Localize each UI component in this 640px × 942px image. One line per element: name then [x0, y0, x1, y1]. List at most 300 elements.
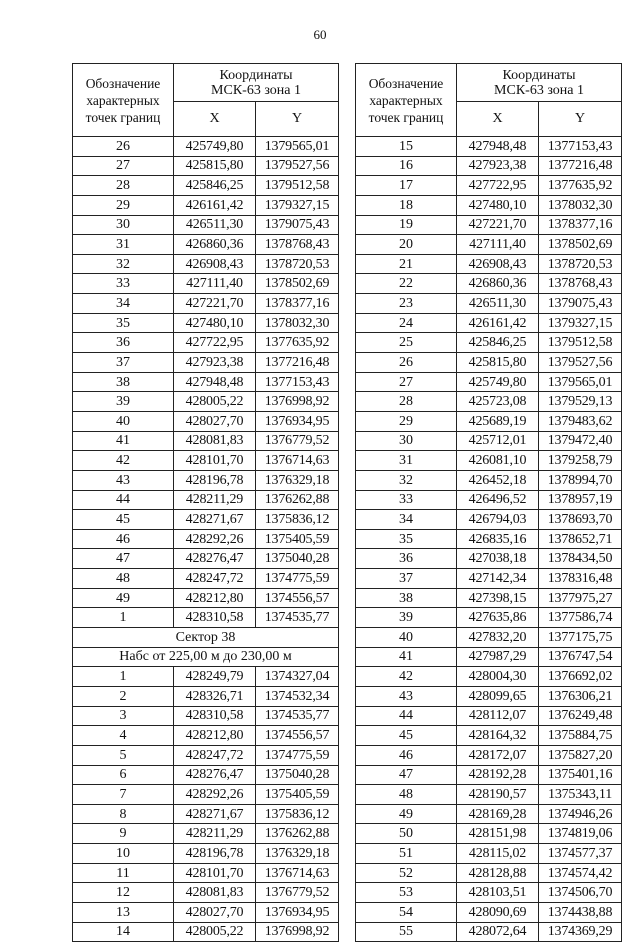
page-number: 60: [313, 27, 327, 42]
table-row: [73, 156, 339, 176]
table-row: [73, 686, 339, 706]
x-coord-cell: 428101,70: [174, 451, 256, 471]
x-coord-cell: 428292,26: [174, 529, 256, 549]
table-row: [73, 863, 339, 883]
header-y: Y: [539, 102, 622, 137]
point-id-cell: 40: [73, 411, 174, 431]
point-id-cell: 37: [356, 569, 457, 589]
point-id-cell: 44: [73, 490, 174, 510]
x-coord-cell: 428103,51: [457, 883, 539, 903]
point-id-cell: 17: [356, 176, 457, 196]
y-coord-cell: 1375401,16: [539, 765, 622, 785]
y-coord-cell: 1374819,06: [539, 824, 622, 844]
x-coord-cell: 427111,40: [457, 235, 539, 255]
point-id-cell: 2: [73, 686, 174, 706]
y-coord-cell: 1376779,52: [256, 883, 339, 903]
x-coord-cell: 428115,02: [457, 844, 539, 864]
table-row: [73, 274, 339, 294]
y-coord-cell: 1374506,70: [539, 883, 622, 903]
x-coord-cell: 428027,70: [174, 902, 256, 922]
point-id-cell: 40: [356, 628, 457, 648]
point-id-cell: 15: [356, 137, 457, 157]
x-coord-cell: 427398,15: [457, 588, 539, 608]
point-id-cell: 52: [356, 863, 457, 883]
point-id-cell: 27: [356, 372, 457, 392]
y-coord-cell: 1375836,12: [256, 804, 339, 824]
y-coord-cell: 1379258,79: [539, 451, 622, 471]
point-id-cell: 34: [73, 294, 174, 314]
table-row: [73, 490, 339, 510]
y-coord-cell: 1378994,70: [539, 470, 622, 490]
y-coord-cell: 1379075,43: [539, 294, 622, 314]
y-coord-cell: 1379075,43: [256, 215, 339, 235]
point-id-cell: 45: [73, 510, 174, 530]
table-row: [73, 254, 339, 274]
point-id-cell: 29: [356, 411, 457, 431]
x-coord-cell: 428112,07: [457, 706, 539, 726]
y-coord-cell: 1379527,56: [256, 156, 339, 176]
point-id-cell: 49: [356, 804, 457, 824]
x-coord-cell: 428081,83: [174, 431, 256, 451]
table-row: [73, 588, 339, 608]
table-row: [356, 274, 622, 294]
table-row: [73, 804, 339, 824]
y-coord-cell: 1374327,04: [256, 667, 339, 687]
x-coord-cell: 426161,42: [174, 195, 256, 215]
header-coords-line2: МСК-63 зона 1: [211, 82, 301, 98]
point-id-cell: 14: [73, 922, 174, 942]
point-id-cell: 3: [73, 706, 174, 726]
x-coord-cell: 426908,43: [457, 254, 539, 274]
table-row: [356, 470, 622, 490]
x-coord-cell: 428271,67: [174, 804, 256, 824]
table-row: [356, 686, 622, 706]
x-coord-cell: 427948,48: [457, 137, 539, 157]
header-x: X: [174, 102, 256, 137]
table-row: [356, 411, 622, 431]
y-coord-cell: 1376329,18: [256, 844, 339, 864]
point-id-cell: 26: [356, 353, 457, 373]
x-coord-cell: 428276,47: [174, 765, 256, 785]
x-coord-cell: 425846,25: [174, 176, 256, 196]
y-coord-cell: 1376934,95: [256, 411, 339, 431]
x-coord-cell: 427142,34: [457, 569, 539, 589]
point-id-cell: 31: [356, 451, 457, 471]
y-coord-cell: 1378768,43: [539, 274, 622, 294]
point-id-cell: 28: [73, 176, 174, 196]
y-coord-cell: 1378768,43: [256, 235, 339, 255]
x-coord-cell: 428276,47: [174, 549, 256, 569]
point-id-cell: 33: [356, 490, 457, 510]
point-id-cell: 42: [356, 667, 457, 687]
point-id-cell: 48: [356, 785, 457, 805]
x-coord-cell: 427987,29: [457, 647, 539, 667]
y-coord-cell: 1375040,28: [256, 765, 339, 785]
y-coord-cell: 1374438,88: [539, 902, 622, 922]
x-coord-cell: 427722,95: [457, 176, 539, 196]
point-id-cell: 20: [356, 235, 457, 255]
table-row: [356, 569, 622, 589]
y-coord-cell: 1376934,95: [256, 902, 339, 922]
x-coord-cell: 426860,36: [174, 235, 256, 255]
y-coord-cell: 1376779,52: [256, 431, 339, 451]
x-coord-cell: 428211,29: [174, 824, 256, 844]
section-label: Сектор 38: [73, 628, 339, 648]
table-row: [73, 353, 339, 373]
point-id-cell: 22: [356, 274, 457, 294]
point-id-cell: 28: [356, 392, 457, 412]
point-id-cell: 37: [73, 353, 174, 373]
point-id-cell: 32: [73, 254, 174, 274]
y-coord-cell: 1379327,15: [256, 195, 339, 215]
table-row: [356, 510, 622, 530]
header-coords-line2: МСК-63 зона 1: [494, 82, 584, 98]
y-coord-cell: 1379512,58: [256, 176, 339, 196]
point-id-cell: 43: [73, 470, 174, 490]
point-id-cell: 10: [73, 844, 174, 864]
table-row: [73, 372, 339, 392]
table-row: [73, 510, 339, 530]
x-coord-cell: 426161,42: [457, 313, 539, 333]
point-id-cell: 34: [356, 510, 457, 530]
point-id-cell: 24: [356, 313, 457, 333]
table-row: [73, 745, 339, 765]
point-id-cell: 39: [356, 608, 457, 628]
header-point-label: [73, 64, 174, 137]
x-coord-cell: 428169,28: [457, 804, 539, 824]
x-coord-cell: 426081,10: [457, 451, 539, 471]
y-coord-cell: 1375343,11: [539, 785, 622, 805]
x-coord-cell: 427923,38: [174, 353, 256, 373]
point-id-cell: 1: [73, 667, 174, 687]
point-id-cell: 38: [356, 588, 457, 608]
table-section-row: [73, 647, 339, 667]
header-coords-line1: Координаты: [502, 67, 576, 83]
table-row: [356, 706, 622, 726]
y-coord-cell: 1375884,75: [539, 726, 622, 746]
table-row: [73, 706, 339, 726]
x-coord-cell: 425712,01: [457, 431, 539, 451]
table-row: [356, 785, 622, 805]
y-coord-cell: 1378957,19: [539, 490, 622, 510]
x-coord-cell: 426794,03: [457, 510, 539, 530]
y-coord-cell: 1376714,63: [256, 863, 339, 883]
y-coord-cell: 1376249,48: [539, 706, 622, 726]
table-row: [73, 392, 339, 412]
table-row: [73, 176, 339, 196]
table-row: [73, 608, 339, 628]
y-coord-cell: 1374775,59: [256, 745, 339, 765]
table-row: [356, 156, 622, 176]
y-coord-cell: 1379527,56: [539, 353, 622, 373]
point-id-cell: 29: [73, 195, 174, 215]
table-body-right: [356, 137, 622, 942]
table-row: [356, 726, 622, 746]
point-id-cell: 33: [73, 274, 174, 294]
y-coord-cell: 1376747,54: [539, 647, 622, 667]
table-row: [356, 431, 622, 451]
y-coord-cell: 1374556,57: [256, 726, 339, 746]
x-coord-cell: 428151,98: [457, 824, 539, 844]
y-coord-cell: 1378720,53: [256, 254, 339, 274]
table-row: [73, 195, 339, 215]
y-coord-cell: 1374775,59: [256, 569, 339, 589]
table-row: [73, 431, 339, 451]
table-row: [356, 392, 622, 412]
point-id-cell: 25: [356, 333, 457, 353]
table-row: [73, 529, 339, 549]
y-coord-cell: 1376692,02: [539, 667, 622, 687]
y-coord-cell: 1375040,28: [256, 549, 339, 569]
y-coord-cell: 1377153,43: [256, 372, 339, 392]
table-row: [356, 294, 622, 314]
x-coord-cell: 426860,36: [457, 274, 539, 294]
y-coord-cell: 1376306,21: [539, 686, 622, 706]
x-coord-cell: 426908,43: [174, 254, 256, 274]
header-point-label: [356, 64, 457, 137]
y-coord-cell: 1378720,53: [539, 254, 622, 274]
table-body-left: [73, 137, 339, 942]
point-id-cell: 5: [73, 745, 174, 765]
table-row: [356, 883, 622, 903]
table-row: [73, 922, 339, 942]
point-id-cell: 26: [73, 137, 174, 157]
x-coord-cell: 427480,10: [174, 313, 256, 333]
point-id-cell: 1: [73, 608, 174, 628]
x-coord-cell: 426835,16: [457, 529, 539, 549]
y-coord-cell: 1379512,58: [539, 333, 622, 353]
point-id-cell: 11: [73, 863, 174, 883]
x-coord-cell: 428172,07: [457, 745, 539, 765]
x-coord-cell: 428326,71: [174, 686, 256, 706]
x-coord-cell: 428192,28: [457, 765, 539, 785]
header-coords-line1: Координаты: [219, 67, 293, 83]
point-id-cell: 8: [73, 804, 174, 824]
x-coord-cell: 428196,78: [174, 470, 256, 490]
x-coord-cell: 425846,25: [457, 333, 539, 353]
table-row: [356, 667, 622, 687]
y-coord-cell: 1378032,30: [539, 195, 622, 215]
point-id-cell: 7: [73, 785, 174, 805]
point-id-cell: 39: [73, 392, 174, 412]
x-coord-cell: 425815,80: [457, 353, 539, 373]
y-coord-cell: 1374574,42: [539, 863, 622, 883]
table-row: [356, 195, 622, 215]
header-y: Y: [256, 102, 339, 137]
table-row: [356, 176, 622, 196]
point-id-cell: 45: [356, 726, 457, 746]
header-coords-title: [457, 64, 622, 102]
coordinates-table-right: [355, 63, 622, 942]
point-id-cell: 47: [73, 549, 174, 569]
y-coord-cell: 1376329,18: [256, 470, 339, 490]
point-id-cell: 4: [73, 726, 174, 746]
point-id-cell: 48: [73, 569, 174, 589]
table-row: [73, 824, 339, 844]
table-row: [73, 785, 339, 805]
x-coord-cell: 425723,08: [457, 392, 539, 412]
table-row: [73, 235, 339, 255]
y-coord-cell: 1374532,34: [256, 686, 339, 706]
point-id-cell: 38: [73, 372, 174, 392]
table-row: [73, 569, 339, 589]
table-row: [356, 647, 622, 667]
x-coord-cell: 428164,32: [457, 726, 539, 746]
y-coord-cell: 1374946,26: [539, 804, 622, 824]
x-coord-cell: 428212,80: [174, 588, 256, 608]
x-coord-cell: 426511,30: [174, 215, 256, 235]
point-id-cell: 16: [356, 156, 457, 176]
point-id-cell: 27: [73, 156, 174, 176]
table-row: [73, 844, 339, 864]
x-coord-cell: 428247,72: [174, 569, 256, 589]
x-coord-cell: 427635,86: [457, 608, 539, 628]
y-coord-cell: 1378032,30: [256, 313, 339, 333]
table-row: [73, 411, 339, 431]
x-coord-cell: 428212,80: [174, 726, 256, 746]
y-coord-cell: 1378502,69: [256, 274, 339, 294]
point-id-cell: 18: [356, 195, 457, 215]
point-id-cell: 51: [356, 844, 457, 864]
table-row: [356, 844, 622, 864]
point-id-cell: 36: [73, 333, 174, 353]
x-coord-cell: 428081,83: [174, 883, 256, 903]
x-coord-cell: 427221,70: [457, 215, 539, 235]
header-point-label-text: Обозначение характерных точек границ: [368, 75, 444, 125]
point-id-cell: 44: [356, 706, 457, 726]
x-coord-cell: 427111,40: [174, 274, 256, 294]
x-coord-cell: 428027,70: [174, 411, 256, 431]
table-row: [356, 333, 622, 353]
y-coord-cell: 1375827,20: [539, 745, 622, 765]
y-coord-cell: 1377975,27: [539, 588, 622, 608]
header-point-label-text: Обозначение характерных точек границ: [85, 75, 161, 125]
x-coord-cell: 427722,95: [174, 333, 256, 353]
table-row: [356, 863, 622, 883]
y-coord-cell: 1375405,59: [256, 785, 339, 805]
header-x: X: [457, 102, 539, 137]
x-coord-cell: 426511,30: [457, 294, 539, 314]
table-row: [73, 137, 339, 157]
y-coord-cell: 1379327,15: [539, 313, 622, 333]
point-id-cell: 30: [73, 215, 174, 235]
table-row: [73, 765, 339, 785]
y-coord-cell: 1374535,77: [256, 706, 339, 726]
x-coord-cell: 428247,72: [174, 745, 256, 765]
table-row: [73, 549, 339, 569]
table-row: [356, 549, 622, 569]
table-row: [73, 667, 339, 687]
y-coord-cell: 1374535,77: [256, 608, 339, 628]
point-id-cell: 54: [356, 902, 457, 922]
y-coord-cell: 1378502,69: [539, 235, 622, 255]
y-coord-cell: 1378434,50: [539, 549, 622, 569]
x-coord-cell: 428099,65: [457, 686, 539, 706]
y-coord-cell: 1378377,16: [256, 294, 339, 314]
point-id-cell: 30: [356, 431, 457, 451]
y-coord-cell: 1374577,37: [539, 844, 622, 864]
y-coord-cell: 1377586,74: [539, 608, 622, 628]
point-id-cell: 53: [356, 883, 457, 903]
x-coord-cell: 428128,88: [457, 863, 539, 883]
x-coord-cell: 427480,10: [457, 195, 539, 215]
table-row: [356, 902, 622, 922]
y-coord-cell: 1377635,92: [256, 333, 339, 353]
point-id-cell: 41: [356, 647, 457, 667]
y-coord-cell: 1378377,16: [539, 215, 622, 235]
x-coord-cell: 428005,22: [174, 922, 256, 942]
x-coord-cell: 427221,70: [174, 294, 256, 314]
table-row: [356, 824, 622, 844]
table-row: [73, 294, 339, 314]
y-coord-cell: 1377216,48: [539, 156, 622, 176]
x-coord-cell: 426452,18: [457, 470, 539, 490]
x-coord-cell: 427832,20: [457, 628, 539, 648]
point-id-cell: 50: [356, 824, 457, 844]
point-id-cell: 31: [73, 235, 174, 255]
y-coord-cell: 1376998,92: [256, 922, 339, 942]
header-coords-title: [174, 64, 339, 102]
point-id-cell: 46: [356, 745, 457, 765]
x-coord-cell: 428310,58: [174, 706, 256, 726]
table-row: [73, 726, 339, 746]
x-coord-cell: 428190,57: [457, 785, 539, 805]
point-id-cell: 32: [356, 470, 457, 490]
y-coord-cell: 1374369,29: [539, 922, 622, 942]
y-coord-cell: 1377635,92: [539, 176, 622, 196]
point-id-cell: 6: [73, 765, 174, 785]
point-id-cell: 47: [356, 765, 457, 785]
table-row: [356, 235, 622, 255]
table-row: [356, 922, 622, 942]
table-row: [356, 372, 622, 392]
table-row: [73, 333, 339, 353]
point-id-cell: 41: [73, 431, 174, 451]
coordinates-table-left: [72, 63, 339, 942]
y-coord-cell: 1377175,75: [539, 628, 622, 648]
x-coord-cell: 427948,48: [174, 372, 256, 392]
y-coord-cell: 1379472,40: [539, 431, 622, 451]
x-coord-cell: 428196,78: [174, 844, 256, 864]
table-row: [356, 588, 622, 608]
x-coord-cell: 428005,22: [174, 392, 256, 412]
x-coord-cell: 425689,19: [457, 411, 539, 431]
y-coord-cell: 1377153,43: [539, 137, 622, 157]
y-coord-cell: 1379529,13: [539, 392, 622, 412]
point-id-cell: 55: [356, 922, 457, 942]
point-id-cell: 21: [356, 254, 457, 274]
y-coord-cell: 1375405,59: [256, 529, 339, 549]
table-row: [356, 490, 622, 510]
table-row: [73, 451, 339, 471]
table-row: [356, 353, 622, 373]
table-row: [356, 451, 622, 471]
x-coord-cell: 426496,52: [457, 490, 539, 510]
table-row: [73, 883, 339, 903]
y-coord-cell: 1378652,71: [539, 529, 622, 549]
y-coord-cell: 1376262,88: [256, 824, 339, 844]
table-row: [73, 470, 339, 490]
table-row: [356, 608, 622, 628]
x-coord-cell: 427923,38: [457, 156, 539, 176]
table-row: [356, 137, 622, 157]
x-coord-cell: 425749,80: [457, 372, 539, 392]
table-row: [356, 628, 622, 648]
y-coord-cell: 1379483,62: [539, 411, 622, 431]
x-coord-cell: 428249,79: [174, 667, 256, 687]
y-coord-cell: 1379565,01: [539, 372, 622, 392]
x-coord-cell: 428271,67: [174, 510, 256, 530]
